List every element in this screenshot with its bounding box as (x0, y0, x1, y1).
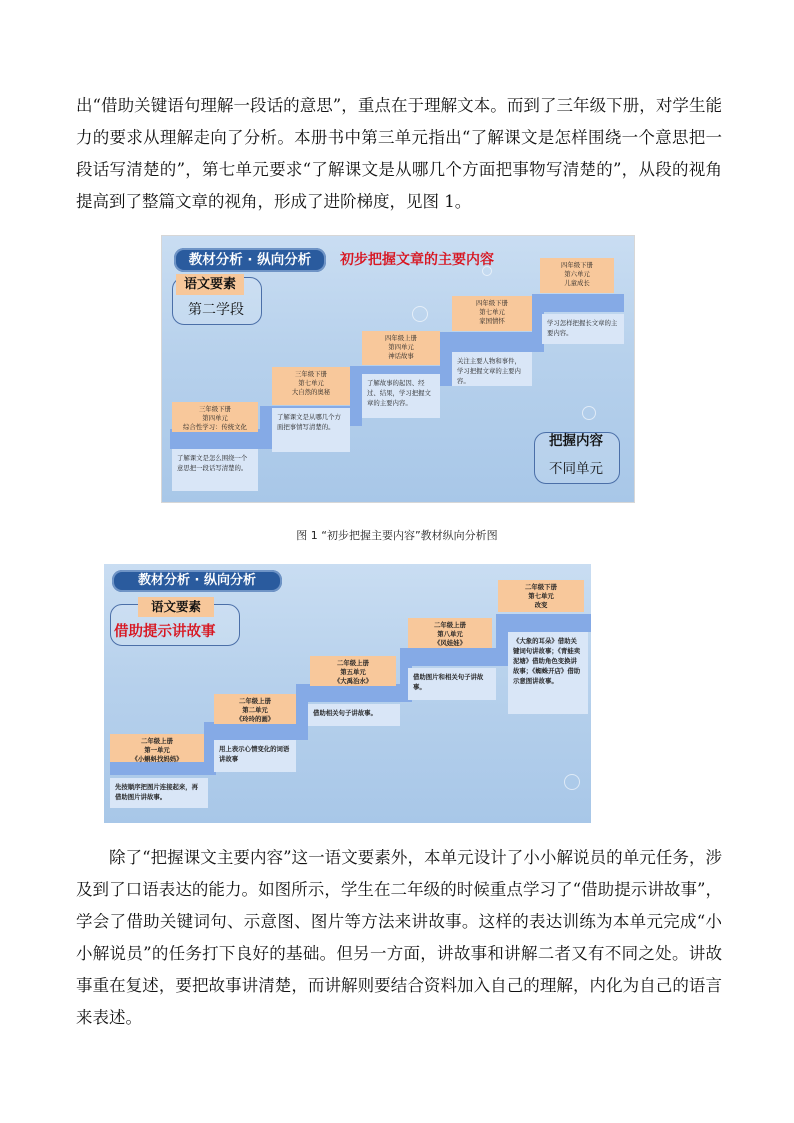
figure-1-element-value: 第二学段 (188, 302, 244, 318)
figure-1-step-4-desc: 关注主要人物和事件，学习把握文章的主要内容。 (452, 352, 532, 386)
figure-1-step-1-label: 三年级下册 第四单元 综合性学习：传统文化 (172, 402, 258, 432)
figure-1-step-3-desc: 了解故事的起因、经过、结果，学习把握文章的主要内容。 (362, 374, 440, 418)
figure-2-step-1-label: 二年级上册 第一单元 《小蝌蚪找妈妈》 (110, 734, 204, 762)
figure-1-step-1-desc: 了解课文是怎么围绕一个意思把一段话写清楚的。 (172, 449, 258, 491)
figure-1-step-4-label: 四年级下册 第七单元 家国情怀 (452, 296, 532, 331)
figure-2-step-4-label: 二年级上册 第八单元 《风娃娃》 (408, 618, 492, 648)
figure-1-step-2-label: 三年级下册 第七单元 大自然的奥秘 (272, 367, 350, 405)
figure-2-element-tag: 语文要素 (138, 597, 214, 617)
figure-2-element-value: 借助提示讲故事 (114, 623, 216, 640)
figure-1-step-2-desc: 了解课文是从哪几个方面把事情写清楚的。 (272, 408, 350, 452)
figure-1-caption: 图 1 “初步把握主要内容”教材纵向分析图 (296, 529, 498, 542)
figure-1-header: 教材分析 · 纵向分析 (174, 248, 326, 272)
figure-2-step-2-label: 二年级上册 第二单元 《玲玲的画》 (214, 694, 296, 724)
figure-1-vertical-analysis (161, 235, 635, 503)
figure-1-grasp-tag: 把握内容 (549, 433, 603, 449)
figure-1-title: 初步把握文章的主要内容 (340, 252, 494, 268)
body-paragraph-2: 除了“把握课文主要内容”这一语文要素外，本单元设计了小小解说员的单元任务，涉及到了口语表达的能力。如图所示，学生在二年级的时候重点学习了“借助提示讲故事”，学会了借助关键词句、示意图、图片等方法来讲故事。这样的表达训练为本单元完成“小小解说员”的任务打下良好的基础。但另一方面，讲故事和讲解二者又有不同之处。讲故事重在复述，要把故事讲清楚，而讲解则要结合资料加入自己的理解，内化为自己的语言来表述。 (76, 848, 722, 1027)
figure-2-step-5-label: 二年级下册 第七单元 改变 (498, 580, 584, 612)
figure-2-step-4-desc: 借助图片和相关句子讲故事。 (408, 668, 496, 700)
figure-1-element-tag: 语文要素 (176, 274, 244, 295)
figure-2-step-2-desc: 用上表示心情变化的词语讲故事 (214, 740, 296, 772)
figure-2-step-3-label: 二年级上册 第五单元 《大禹治水》 (310, 656, 396, 686)
figure-2-header: 教材分析 · 纵向分析 (112, 570, 282, 592)
body-paragraph-1: 出“借助关键语句理解一段话的意思”，重点在于理解文本。而到了三年级下册，对学生能力的要求从理解走向了分析。本册书中第三单元指出“了解课文是怎样围绕一个意思把一段话写清楚的”，第七单元要求“了解课文是从哪几个方面把事物写清楚的”，从段的视角提高到了整篇文章的视角，形成了进阶梯度，见图 1。 (76, 96, 722, 211)
figure-2-step-5-desc: 《大象的耳朵》借助关键词句讲故事；《青蛙卖泥塘》借助角色变换讲故事；《蜘蛛开店》借助示意图讲故事。 (508, 632, 588, 714)
figure-1-step-5-label: 四年级下册 第六单元 儿童成长 (540, 258, 614, 293)
figure-1-step-3-label: 四年级上册 第四单元 神话故事 (362, 331, 440, 365)
figure-2-vertical-analysis (104, 564, 591, 823)
figure-2-step-1-desc: 先按顺序把图片连接起来，再借助图片讲故事。 (110, 778, 208, 808)
figure-2-step-3-desc: 借助相关句子讲故事。 (308, 704, 400, 726)
figure-1-step-5-desc: 学习怎样把握长文章的主要内容。 (542, 314, 624, 344)
figure-1-grasp-value: 不同单元 (549, 461, 603, 477)
